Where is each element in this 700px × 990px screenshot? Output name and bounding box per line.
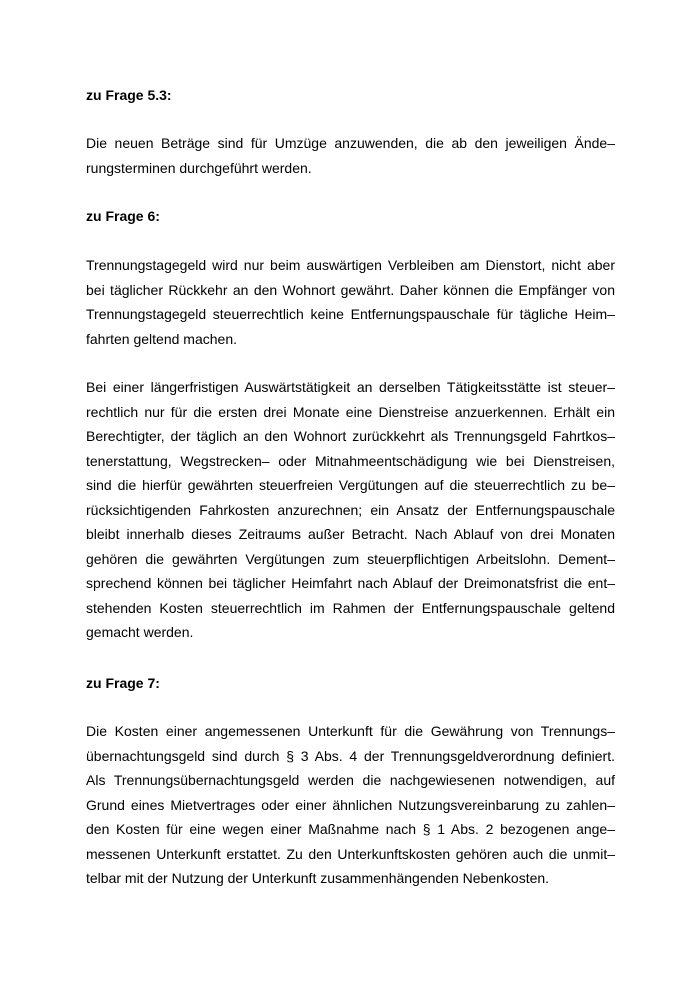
text-line: tenerstattung, Wegstrecken– oder Mitnahmeentschädigung wie bei Dienstreisen,	[86, 452, 615, 469]
text-line: Die neuen Beträge sind für Umzüge anzuwenden, die ab den jeweiligen Ände–	[86, 135, 615, 151]
section-heading: zu Frage 5.3:	[86, 87, 172, 103]
paragraph	[86, 131, 615, 180]
text-line: sprechend können bei täglicher Heimfahrt nach Ablauf der Dreimonatsfrist die ent–	[86, 575, 615, 591]
text-line: bei täglicher Rückkehr an den Wohnort gewährt. Daher können die Empfänger von	[86, 281, 615, 298]
text-line: telbar mit der Nutzung der Unterkunft zusammenhängenden Nebenkosten.	[86, 870, 550, 886]
section-heading: zu Frage 6:	[86, 208, 160, 224]
text-line: bleibt innerhalb dieses Zeitraums außer Betracht. Nach Ablauf von drei Monaten	[86, 526, 615, 542]
text-line: rechtlich nur für die ersten drei Monate eine Dienstreise anzuerkennen. Erhält ein	[86, 403, 615, 420]
text-line: Trennungstagegeld wird nur beim auswärtigen Verbleiben am Dienstort, nicht aber	[86, 257, 615, 273]
text-line: Bei einer längerfristigen Auswärtstätigkeit an derselben Tätigkeitsstätte ist steuer–	[86, 379, 615, 395]
text-line: Die Kosten einer angemessenen Unterkunft für die Gewährung von Trennungs–	[86, 723, 615, 739]
text-line: gemacht werden.	[86, 624, 194, 640]
text-line: gehören die gewährten Vergütungen zum steuerpflichtigen Arbeitslohn. Dement–	[86, 550, 615, 567]
text-line: fahrten geltend machen.	[86, 330, 237, 347]
paragraph	[86, 719, 615, 891]
text-line: Berechtigter, der täglich an den Wohnort zurückkehrt als Trennungsgeld Fahrtkos–	[86, 428, 615, 444]
text-line: rungsterminen durchgeführt werden.	[86, 159, 312, 176]
section-heading: zu Frage 7:	[86, 675, 160, 691]
text-line: messenen Unterkunft erstattet. Zu den Unterkunftskosten gehören auch die unmit–	[86, 845, 615, 862]
text-line: Trennungstagegeld steuerrechtlich keine Entfernungspauschale für tägliche Heim–	[86, 306, 615, 322]
text-line: rücksichtigenden Fahrkosten anzurechnen; ein Ansatz der Entfernungspauschale	[86, 501, 615, 518]
paragraph	[86, 375, 615, 645]
text-line: Als Trennungsübernachtungsgeld werden die nachgewiesenen notwendigen, auf	[86, 772, 615, 788]
text-line: stehenden Kosten steuerrechtlich im Rahmen der Entfernungspauschale geltend	[86, 599, 615, 616]
text-line: den Kosten für eine wegen einer Maßnahme nach § 1 Abs. 2 bezogenen ange–	[86, 821, 615, 837]
text-line: Grund eines Mietvertrages oder einer ähnlichen Nutzungsvereinbarung zu zahlen–	[86, 796, 615, 813]
text-line: sind die hierfür gewährten steuerfreien Vergütungen auf die steuerrechtlich zu be–	[86, 477, 615, 493]
text-line: übernachtungsgeld sind durch § 3 Abs. 4 der Trennungsgeldverordnung definiert.	[86, 747, 615, 764]
paragraph	[86, 253, 615, 351]
